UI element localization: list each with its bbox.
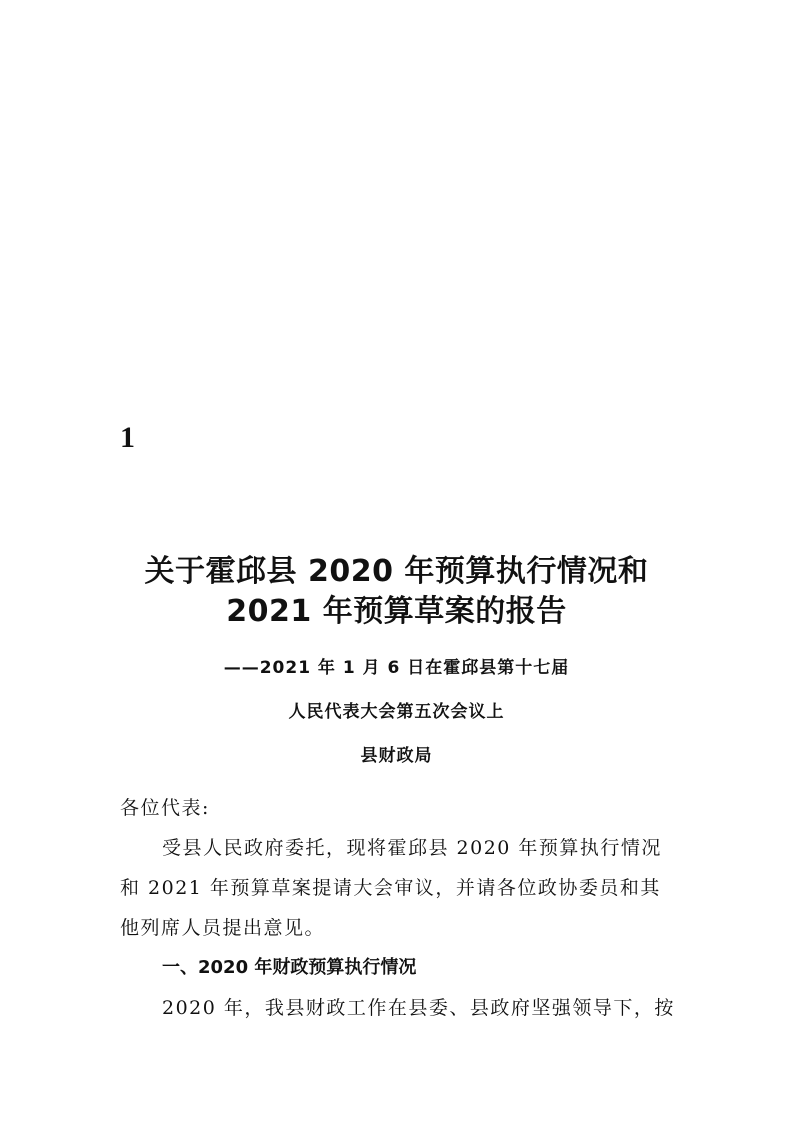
paragraph-2-line-1: 2020 年，我县财政工作在县委、县政府坚强领导下，按 <box>162 997 675 1019</box>
document-body <box>120 788 680 1028</box>
section-heading-1: 一、2020 年财政预算执行情况 <box>162 957 417 978</box>
paragraph-1-line-1: 受县人民政府委托，现将霍邱县 2020 年预算执行情况 <box>162 837 662 859</box>
paragraph-1-line-2: 和 2021 年预算草案提请大会审议，并请各位政协委员和其 <box>120 877 661 899</box>
document-subtitle <box>0 646 793 778</box>
subtitle-author: 县财政局 <box>360 746 433 766</box>
title-line-2: 2021 年预算草案的报告 <box>226 594 567 629</box>
subtitle-meeting-line: 人民代表大会第五次会议上 <box>288 702 505 722</box>
document-title <box>0 552 793 632</box>
salutation: 各位代表: <box>120 797 210 819</box>
subtitle-date-line: ——2021 年 1 月 6 日在霍邱县第十七届 <box>223 658 570 678</box>
page-number: 1 <box>120 421 135 454</box>
paragraph-1-line-3: 他列席人员提出意见。 <box>120 917 326 939</box>
title-line-1: 关于霍邱县 2020 年预算执行情况和 <box>144 554 649 589</box>
